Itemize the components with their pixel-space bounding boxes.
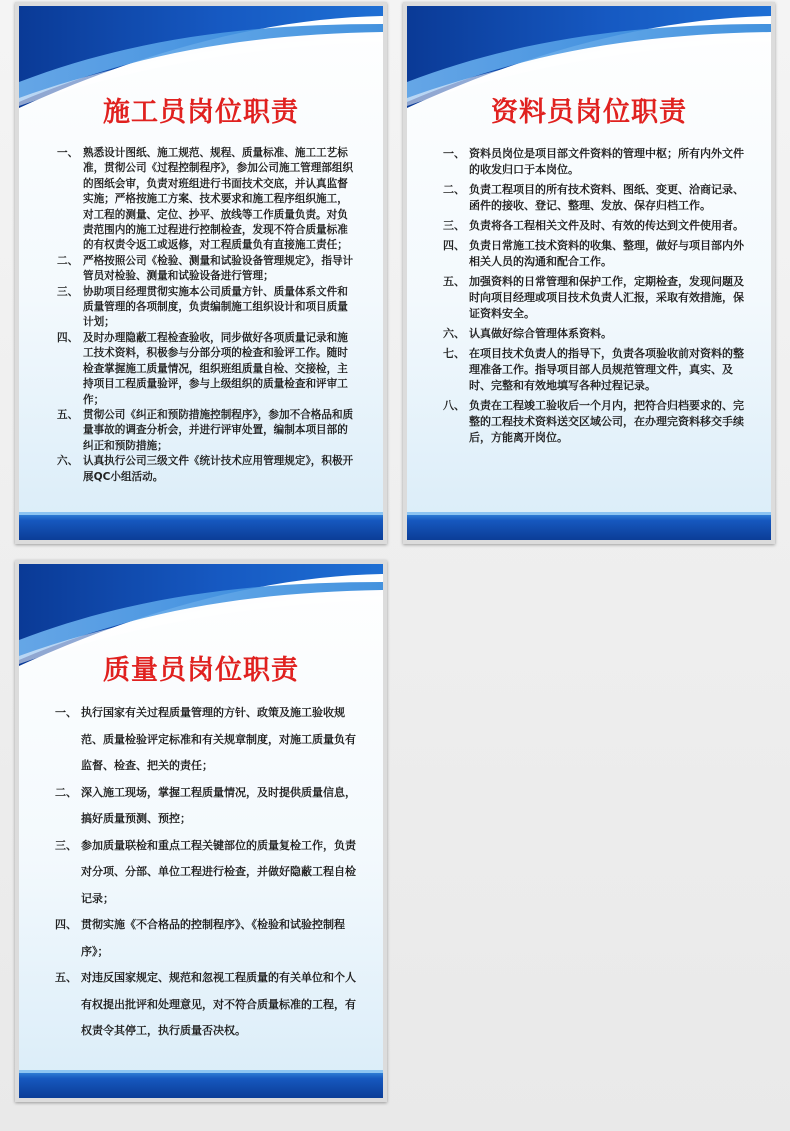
poster-title: 质量员岗位职责	[103, 655, 299, 686]
poster-construction-worker	[15, 2, 387, 544]
list-item: 六、 认真执行公司三级文件《统计技术应用管理规定》，积极开展QC小组活动。	[57, 455, 354, 483]
list-item: 四、 贯彻实施《不合格品的控制程序》、《检验和试验控制程序》；	[55, 918, 345, 958]
list-item: 五、 对违反国家规定、规范和忽视工程质量的有关单位和个人有权提出批评和处理意见，对不符合质量标准的工程，有权责令其停工，执行质量否决权。	[55, 971, 356, 1037]
list-item: 七、 在项目技术负责人的指导下，负责各项验收前对资料的整理准备工作。指导项目部人员规范管理文件，真实、及时、完整和有效地填写各种过程记录。	[443, 347, 744, 392]
duty-list	[443, 146, 747, 450]
list-item: 三、 协助项目经理贯彻实施本公司质量方针、质量体系文件和质量管理的各项制度，负责编制施工组织设计和项目质量计划；	[57, 285, 348, 329]
list-item: 八、 负责在工程竣工验收后一个月内，把符合归档要求的、完整的工程技术资料送交区域公司，在办理完资料移交手续后，方能离开岗位。	[443, 399, 744, 444]
list-item: 三、 负责将各工程相关文件及时、有效的传达到文件使用者。	[443, 219, 744, 232]
poster-panel	[407, 6, 771, 540]
list-item: 三、 参加质量联检和重点工程关键部位的质量复检工作，负责对分项、分部、单位工程进行检查，并做好隐蔽工程自检记录；	[55, 838, 356, 905]
list-item: 五、 贯彻公司《纠正和预防措施控制程序》，参加不合格品和质量事故的调查分析会，并进行评审处置，编制本项目部的纠正和预防措施；	[57, 408, 354, 452]
poster-title: 施工员岗位职责	[103, 97, 299, 128]
poster-quality-inspector	[15, 560, 387, 1102]
list-item: 二、 严格按照公司《检验、测量和试验设备管理规定》，指导计管员对检验、测量和试验设备进行管理；	[57, 254, 354, 283]
duty-list	[57, 146, 357, 485]
poster-document-clerk	[403, 2, 775, 544]
bottom-bar-decoration	[19, 1070, 383, 1098]
list-item: 四、 负责日常施工技术资料的收集、整理，做好与项目部内外相关人员的沟通和配合工作。	[443, 239, 744, 268]
list-item: 五、 加强资料的日常管理和保护工作，定期检查，发现问题及时向项目经理或项目技术负责人汇报，采取有效措施，保证资料安全。	[443, 275, 744, 320]
list-item: 四、 及时办理隐蔽工程检查验收，同步做好各项质量记录和施工技术资料，积极参与分部分项的检查和验评工作。随时检查掌握施工质量情况，组织班组质量自检、交接检，主持项目工程质量验评，参与上级组织的质量检查和评审工作；	[57, 331, 348, 406]
poster-panel	[19, 564, 383, 1098]
list-item: 六、 认真做好综合管理体系资料。	[443, 327, 612, 340]
bottom-bar-decoration	[19, 512, 383, 540]
duty-list	[55, 700, 359, 1045]
list-item: 二、 深入施工现场，掌握工程质量情况，及时提供质量信息，搞好质量预测、预控；	[55, 785, 356, 825]
list-item: 二、 负责工程项目的所有技术资料、图纸、变更、洽商记录、函件的接收、登记、整理、发放、保存归档工作。	[443, 183, 744, 212]
list-item: 一、 执行国家有关过程质量管理的方针、政策及施工验收规范、质量检验评定标准和有关规章制度，对施工质量负有监督、检查、把关的责任；	[55, 706, 356, 772]
list-item: 一、 熟悉设计图纸、施工规范、规程、质量标准、施工工艺标准，贯彻公司《过程控制程序》，参加公司施工管理部组织的图纸会审，负责对班组进行书面技术交底，并认真监督实施；严格按施工方案、技术要求和施工程序组织施工，对工程的测量、定位、抄平、放线等工作质量负责。对负责范围内的施工过程进行控制检查，发现不符合质量标准的有权责令返工或返修，对工程质量负有直接施工责任；	[57, 147, 354, 252]
poster-panel	[19, 6, 383, 540]
list-item: 一、 资料员岗位是项目部文件资料的管理中枢；所有内外文件的收发归口于本岗位。	[443, 147, 744, 176]
poster-title: 资料员岗位职责	[491, 97, 687, 128]
bottom-bar-decoration	[407, 512, 771, 540]
